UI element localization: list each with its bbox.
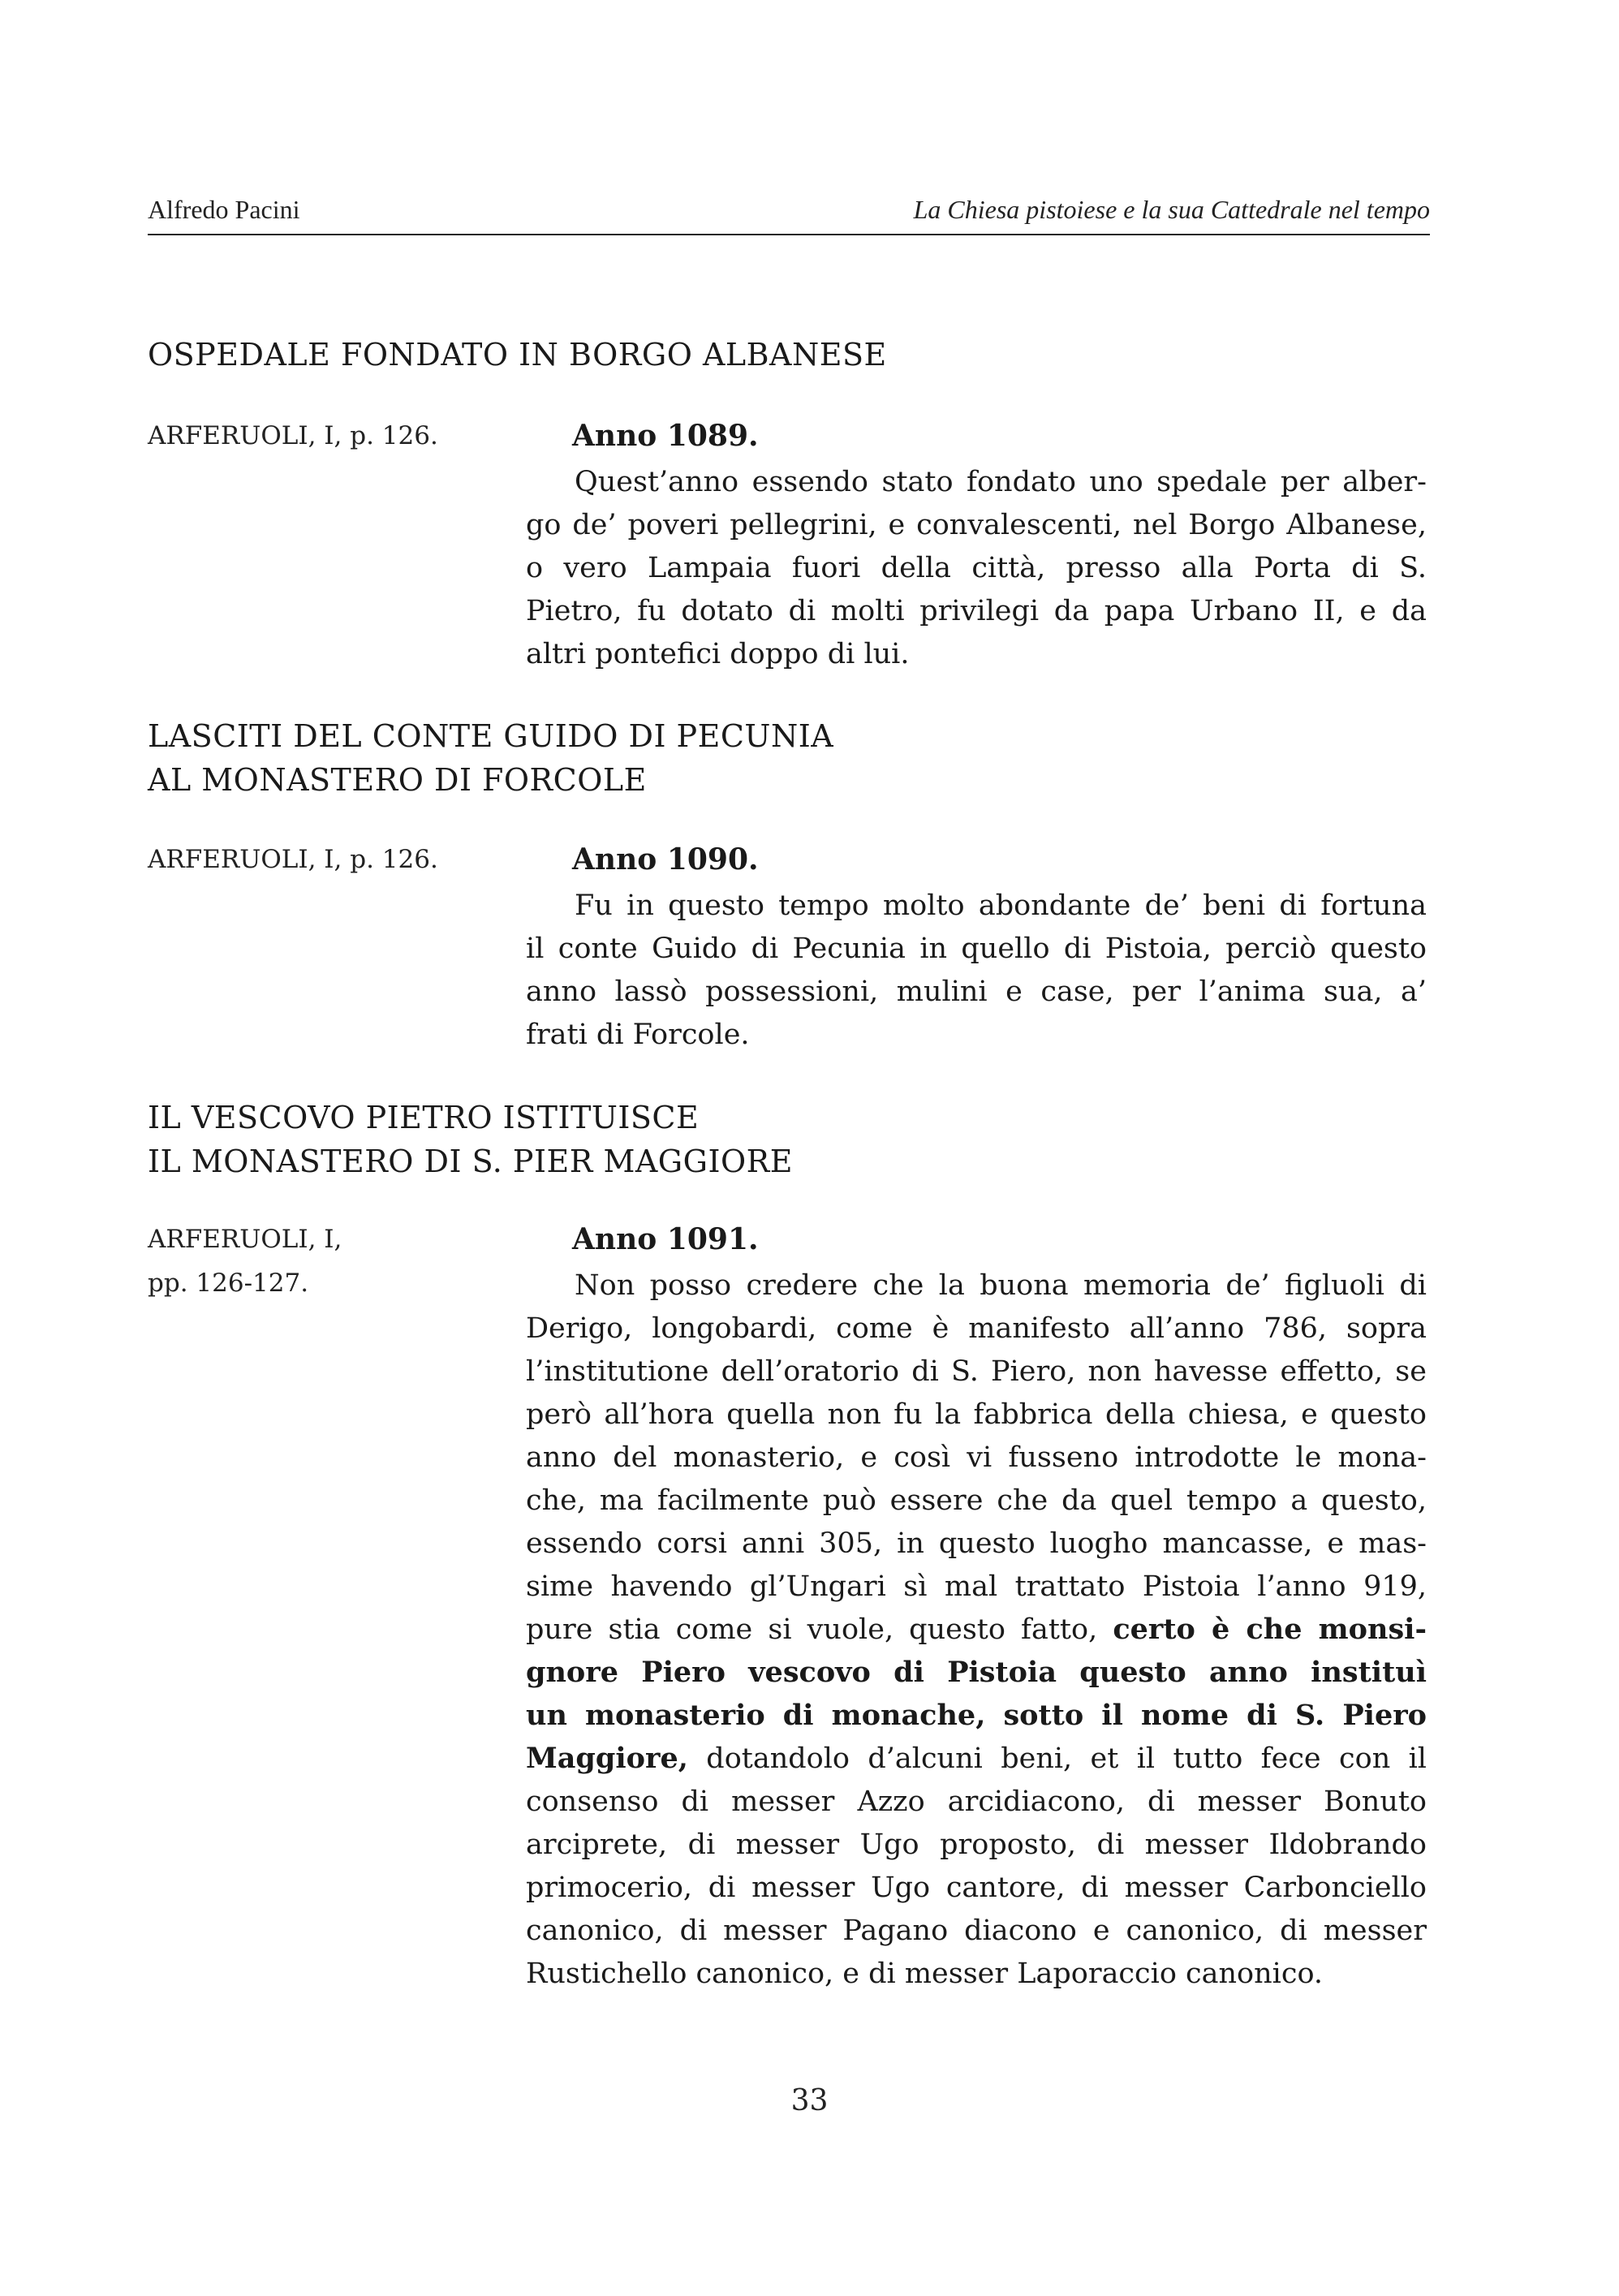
paragraph-line <box>575 885 1427 927</box>
year-heading: Anno 1090. <box>572 842 759 877</box>
paragraph-line <box>526 1652 1427 1694</box>
text-run: il conte Guido di Pecunia in quello di Pistoia, perciò questo <box>526 933 1427 965</box>
paragraph-line <box>526 1695 1427 1737</box>
text-run: Fu in questo tempo molto abondante de’ beni di fortuna <box>575 890 1427 922</box>
text-run: anno lassò possessioni, mulini e case, per l’anima sua, a’ <box>526 976 1427 1008</box>
text-run: consenso di messer Azzo arcidiacono, di messer Bonuto <box>526 1786 1427 1818</box>
section-heading-line: IL VESCOVO PIETRO ISTITUISCE <box>148 1100 700 1135</box>
text-run: pure stia come si vuole, questo fatto, <box>526 1613 1113 1646</box>
source-reference <box>148 1217 342 1305</box>
text-run: essendo corsi anni 305, in questo luogho mancasse, e mas- <box>526 1527 1427 1560</box>
text-run: anno del monasterio, e così vi fusseno introdotte le mona- <box>526 1441 1427 1474</box>
section-heading-line: OSPEDALE FONDATO IN BORGO ALBANESE <box>148 337 887 373</box>
bold-text-run: certo è che monsi- <box>1113 1613 1427 1646</box>
text-run: primocerio, di messer Ugo cantore, di messer Carbonciello <box>526 1872 1427 1904</box>
paragraph-line <box>526 1781 1427 1823</box>
text-run: Non posso credere che la buona memoria de’ figluoli di <box>575 1269 1427 1302</box>
text-run: Rustichello canonico, e di messer Laporaccio canonico. <box>526 1958 1324 1990</box>
paragraph-line <box>526 1437 1427 1479</box>
text-run: Pietro, fu dotato di molti privilegi da papa Urbano II, e da <box>526 595 1427 627</box>
text-run: frati di Forcole. <box>526 1019 750 1051</box>
bold-text-run: un monasterio di monache, sotto il nome di S. Piero <box>526 1699 1427 1732</box>
source-reference-line: ARFERUOLI, I, p. 126. <box>148 421 438 450</box>
paragraph-line <box>526 547 1427 589</box>
paragraph-line <box>526 1480 1427 1522</box>
section-heading <box>148 714 833 802</box>
page-number: 33 <box>790 2084 829 2117</box>
paragraph-line <box>526 1014 750 1056</box>
source-reference-line: ARFERUOLI, I, p. 126. <box>148 845 438 874</box>
running-head <box>148 195 1430 235</box>
year-heading: Anno 1089. <box>572 419 759 453</box>
paragraph-line <box>526 1350 1427 1393</box>
paragraph-line <box>526 1910 1427 1952</box>
paragraph-line <box>526 1523 1427 1565</box>
text-run: go de’ poveri pellegrini, e convalescenti, nel Borgo Albanese, <box>526 509 1427 541</box>
paragraph-line <box>526 590 1427 632</box>
paragraph-line <box>526 1824 1427 1866</box>
source-reference-line: ARFERUOLI, I, <box>148 1225 342 1254</box>
paragraph-line <box>526 633 910 675</box>
source-reference <box>148 414 438 458</box>
paragraph-line <box>526 1953 1323 1995</box>
paragraph-line <box>526 1394 1427 1436</box>
paragraph-line <box>526 504 1427 546</box>
text-run: Quest’anno essendo stato fondato uno spedale per alber- <box>575 466 1427 498</box>
text-run: o vero Lampaia fuori della città, presso alla Porta di S. <box>526 552 1427 584</box>
source-reference-line: pp. 126-127. <box>148 1269 309 1298</box>
section-heading-line: IL MONASTERO DI S. PIER MAGGIORE <box>148 1144 794 1179</box>
paragraph-line <box>575 461 1427 503</box>
paragraph-line <box>526 1307 1427 1350</box>
header-rule <box>148 234 1430 235</box>
text-run: sime havendo gl’Ungari sì mal trattato Pistoia l’anno 919, <box>526 1570 1427 1603</box>
paragraph-line <box>526 1566 1427 1608</box>
running-head-author: Alfredo Pacini <box>148 195 300 224</box>
section-heading-line: AL MONASTERO DI FORCOLE <box>148 762 647 798</box>
text-run: arciprete, di messer Ugo proposto, di messer Ildobrando <box>526 1829 1427 1861</box>
text-run: che, ma facilmente può essere che da quel tempo a questo, <box>526 1484 1427 1517</box>
paragraph-line <box>575 1264 1427 1307</box>
text-run: dotandolo d’alcuni beni, et il tutto fece con il <box>687 1742 1427 1775</box>
text-run: altri pontefici doppo di lui. <box>526 638 910 670</box>
bold-text-run: Maggiore, <box>526 1742 688 1775</box>
text-run: però all’hora quella non fu la fabbrica della chiesa, e questo <box>526 1398 1427 1431</box>
paragraph-line <box>526 1609 1427 1651</box>
paragraph-line <box>526 1867 1427 1909</box>
source-reference <box>148 838 438 881</box>
section-heading-line: LASCITI DEL CONTE GUIDO DI PECUNIA <box>148 718 834 754</box>
paragraph-line <box>526 971 1427 1013</box>
paragraph-line <box>526 928 1427 970</box>
text-run: Derigo, longobardi, come è manifesto all’anno 786, sopra <box>526 1312 1427 1345</box>
paragraph-line <box>526 1738 1427 1780</box>
text-run: canonico, di messer Pagano diacono e canonico, di messer <box>526 1915 1427 1947</box>
running-head-book-title: La Chiesa pistoiese e la sua Cattedrale nel tempo <box>913 195 1430 224</box>
section-heading <box>148 333 887 377</box>
bold-text-run: gnore Piero vescovo di Pistoia questo anno instituì <box>526 1656 1427 1689</box>
section-heading <box>148 1096 793 1183</box>
text-run: l’institutione dell’oratorio di S. Piero, non havesse effetto, se <box>526 1355 1427 1388</box>
year-heading: Anno 1091. <box>572 1222 759 1256</box>
